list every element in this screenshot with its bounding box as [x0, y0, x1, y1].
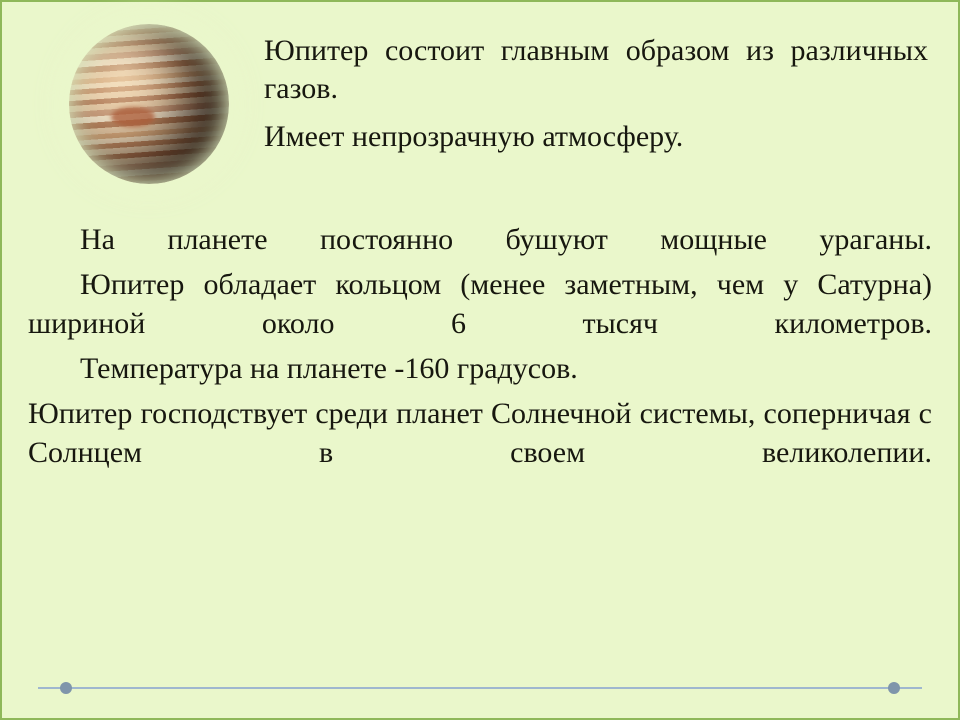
intro-line-1: Юпитер состоит главным образом из различных газов.: [264, 34, 928, 105]
intro-line-2: Имеет непрозрачную атмосферу.: [264, 119, 684, 153]
paragraph-dominance: Юпитер господствует среди планет Солнечной системы, соперничая с Солнцем в своем великолепии.: [28, 397, 932, 469]
paragraph-hurricanes: На планете постоянно бушуют мощные ураганы.: [80, 223, 932, 256]
slide-header-block: [2, 2, 958, 202]
jupiter-image-container: [24, 16, 254, 201]
intro-text-block: [254, 16, 936, 155]
footer-dot-left-icon: [60, 682, 72, 694]
paragraph-temperature: Температура на планете -160 градусов.: [80, 352, 578, 385]
jupiter-planet-image: [69, 24, 229, 184]
footer-dot-right-icon: [888, 682, 900, 694]
slide-footer: [2, 676, 958, 700]
footer-divider: [38, 687, 922, 689]
body-text-block: [2, 202, 958, 472]
paragraph-ring: Юпитер обладает кольцом (менее заметным, чем у Сатурна) шириной около 6 тысяч километров.: [28, 268, 932, 340]
